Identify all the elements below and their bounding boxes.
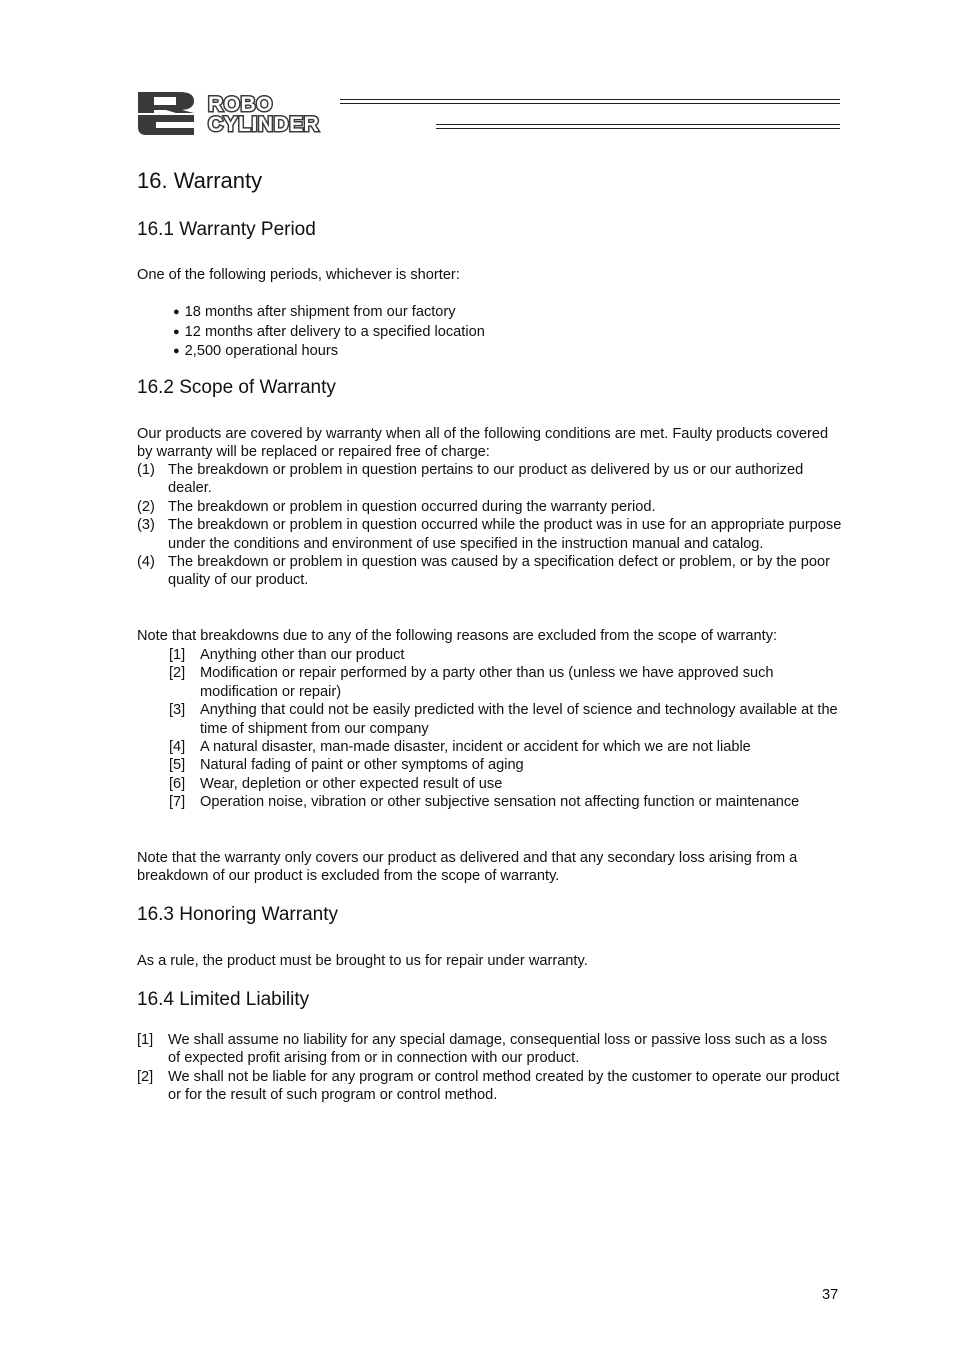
warranty-period-intro: One of the following periods, whichever is shorter: — [137, 267, 460, 283]
exclusions-list — [169, 646, 843, 812]
scope-intro: Our products are covered by warranty when all of the following conditions are met. Faulty products covered by warranty will be replaced or repaired free of charge: — [137, 426, 829, 461]
list-item: (1) The breakdown or problem in question pertains to our product as delivered by us or our authorized dealer. — [137, 462, 804, 497]
list-item: [1] We shall assume no liability for any special damage, consequential loss or passive loss such as a loss of expected profit arising from or in connection with our product. — [137, 1032, 828, 1067]
list-item: (4) The breakdown or problem in question was caused by a specification defect or problem, or by the poor quality of our product. — [137, 554, 830, 589]
list-item: [2] We shall not be liable for any program or control method created by the customer to operate our product or for the result of such program or control method. — [137, 1068, 840, 1104]
secondary-loss-note: Note that the warranty only covers our product as delivered and that any secondary loss arising from a breakdown of our product is excluded from the scope of warranty. — [137, 850, 798, 885]
limited-liability-list — [137, 1031, 843, 1105]
section-heading-limited-liability: 16.4 Limited Liability — [137, 989, 310, 1010]
list-item: ● 12 months after delivery to a specified location — [173, 323, 485, 343]
list-item: (3) The breakdown or problem in question occurred while the product was in use for an appropriate purpose under the conditions and environment of use specified in the instruction manual and catalog. — [137, 517, 842, 552]
list-item: ● 2,500 operational hours — [173, 342, 485, 362]
list-item: ● 18 months after shipment from our factory — [173, 303, 485, 323]
section-heading-honoring-warranty: 16.3 Honoring Warranty — [137, 904, 339, 925]
header-rule — [340, 99, 840, 100]
rc-logo-icon — [136, 90, 206, 136]
list-item: [6] Wear, depletion or other expected result of use — [169, 775, 503, 792]
robo-cylinder-logo — [136, 90, 846, 136]
section-heading-warranty-period: 16.1 Warranty Period — [137, 219, 316, 240]
list-item: [3] Anything that could not be easily predicted with the level of science and technology available at the time of shipment from our company — [169, 702, 838, 737]
logo-text-robo: ROBO — [208, 93, 273, 116]
list-item: [7] Operation noise, vibration or other subjective sensation not affecting function or maintenance — [169, 794, 800, 811]
section-heading-scope-of-warranty: 16.2 Scope of Warranty — [137, 377, 336, 398]
header-rule — [340, 103, 840, 104]
page-number: 37 — [822, 1287, 839, 1303]
logo-text-cylinder: CYLINDER — [208, 113, 320, 136]
header-rule — [436, 128, 840, 129]
list-item: [1] Anything other than our product — [169, 647, 405, 663]
warranty-period-list — [173, 303, 485, 362]
honoring-warranty-text: As a rule, the product must be brought to us for repair under warranty. — [137, 953, 588, 969]
list-item: [2] Modification or repair performed by a party other than us (unless we have approved such modification or repair) — [169, 665, 774, 700]
header-rule — [436, 124, 840, 125]
page-title: 16. Warranty — [137, 168, 263, 193]
list-item: [4] A natural disaster, man-made disaster, incident or accident for which we are not liable — [169, 739, 751, 756]
list-item: [5] Natural fading of paint or other symptoms of aging — [169, 757, 524, 774]
list-item: (2) The breakdown or problem in question occurred during the warranty period. — [137, 498, 656, 515]
exclusions-intro: Note that breakdowns due to any of the following reasons are excluded from the scope of warranty: — [137, 628, 778, 644]
warranty-conditions-list — [137, 461, 843, 590]
